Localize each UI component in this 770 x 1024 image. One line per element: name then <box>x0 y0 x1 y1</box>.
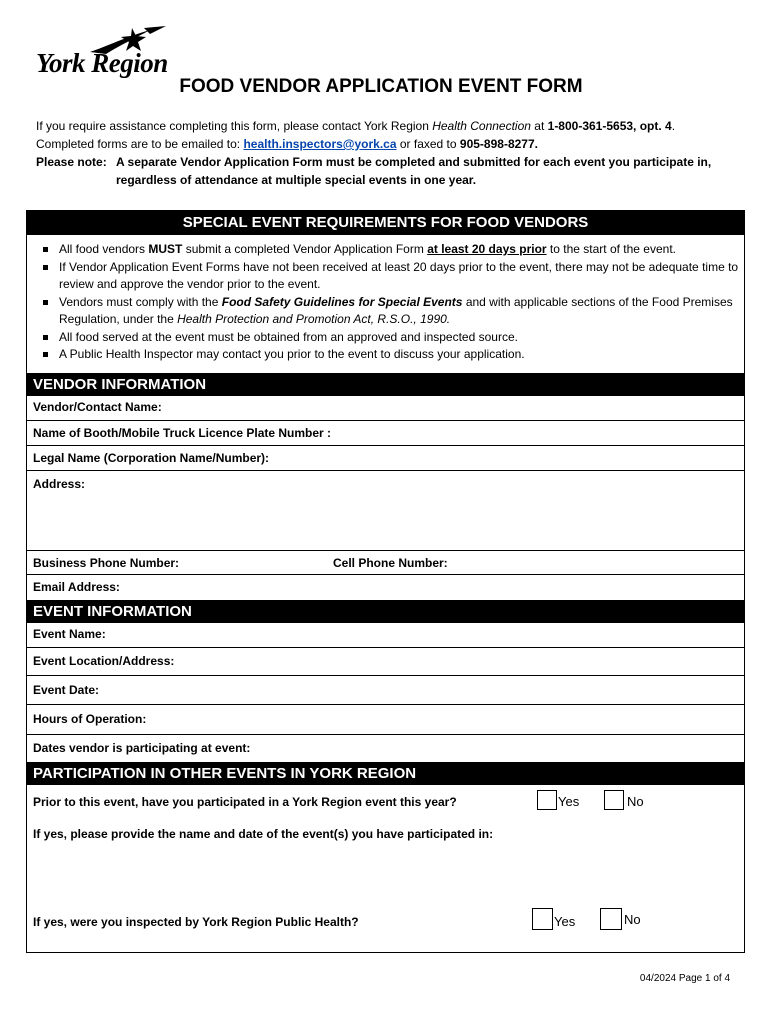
req-text: MUST <box>148 242 183 256</box>
phone-number: 1-800-361-5653, opt. 4 <box>547 119 672 133</box>
yes-label: Yes <box>554 914 576 929</box>
event-location-field[interactable] <box>27 648 744 676</box>
field-label: Event Name: <box>33 627 106 641</box>
requirements-header: SPECIAL EVENT REQUIREMENTS FOR FOOD VENDORS <box>27 211 744 235</box>
inspected-question: If yes, were you inspected by York Region Public Health? <box>33 915 359 929</box>
phone-row[interactable] <box>27 551 744 575</box>
req-text: All food vendors <box>59 242 149 256</box>
field-label: Email Address: <box>33 580 120 594</box>
req-text: at least 20 days prior <box>427 242 547 256</box>
application-form <box>26 210 745 953</box>
booth-name-field[interactable] <box>27 421 744 446</box>
field-label: Cell Phone Number: <box>333 556 448 570</box>
no-label: No <box>624 912 641 927</box>
note-text: A separate Vendor Application Form must be completed and submitted for each event you participate in, regardless of attendance at multiple special events in one year. <box>116 155 712 187</box>
page-title: FOOD VENDOR APPLICATION EVENT FORM <box>179 76 583 97</box>
field-label: Event Location/Address: <box>33 654 175 668</box>
field-label: Event Date: <box>33 683 100 697</box>
event-date-field[interactable] <box>27 676 744 705</box>
field-label: Dates vendor is participating at event: <box>33 741 251 755</box>
intro-line-2 <box>36 135 736 153</box>
field-label: Name of Booth/Mobile Truck Licence Plate Number : <box>33 426 332 440</box>
field-label: Legal Name (Corporation Name/Number): <box>33 451 270 465</box>
list-item: A Public Health Inspector may contact you prior to the event to discuss your application. <box>59 346 744 364</box>
inspected-yes-checkbox[interactable] <box>532 908 553 930</box>
fax-number: 905-898-8277. <box>459 137 538 151</box>
intro-text: . <box>671 119 676 133</box>
health-connection-text: Health Connection <box>432 119 531 133</box>
vendor-header: VENDOR INFORMATION <box>27 373 744 396</box>
york-region-logo <box>36 26 181 82</box>
participated-yes-checkbox[interactable] <box>537 790 557 810</box>
intro-text: at <box>530 119 548 133</box>
field-label: Vendor/Contact Name: <box>33 400 162 414</box>
req-text: to the start of the event. <box>546 242 676 256</box>
event-header: EVENT INFORMATION <box>27 600 744 623</box>
field-label: Address: <box>33 477 86 491</box>
participation-question: Prior to this event, have you participated in a York Region event this year? <box>33 795 457 809</box>
logo-text: York Region <box>36 48 168 78</box>
page-footer: 04/2024 Page 1 of 4 <box>639 973 730 984</box>
list-item <box>59 294 744 329</box>
field-label: Business Phone Number: <box>33 556 180 570</box>
note-label: Please note: <box>36 155 107 169</box>
no-label: No <box>627 794 644 809</box>
vendor-contact-name-field[interactable] <box>27 396 744 421</box>
list-item: All food served at the event must be obtained from an approved and inspected source. <box>59 329 744 347</box>
req-text: Vendors must comply with the <box>59 294 222 309</box>
yes-label: Yes <box>558 794 580 809</box>
hours-field[interactable] <box>27 705 744 735</box>
intro-section <box>36 117 736 189</box>
email-field[interactable] <box>27 575 744 600</box>
address-field[interactable] <box>27 471 744 551</box>
intro-line-1 <box>36 117 736 135</box>
events-details-question: If yes, please provide the name and date of the event(s) you have participated in: <box>33 827 494 841</box>
intro-text: Completed forms are to be emailed to: <box>36 137 244 151</box>
participated-no-checkbox[interactable] <box>604 790 624 810</box>
list-item: If Vendor Application Event Forms have not been received at least 20 days prior to the event, there may not be adequate time to review and approve the vendor prior to the event. <box>59 259 744 294</box>
field-label: Hours of Operation: <box>33 712 147 726</box>
intro-text: or faxed to <box>396 137 460 151</box>
requirements-list <box>27 241 744 364</box>
email-link[interactable]: health.inspectors@york.ca <box>243 137 397 151</box>
guidelines-title: Food Safety Guidelines for Special Events <box>221 294 463 309</box>
intro-text: If you require assistance completing this form, please contact York Region <box>36 119 433 133</box>
note-row <box>36 153 736 189</box>
participation-header: PARTICIPATION IN OTHER EVENTS IN YORK REGION <box>27 762 744 785</box>
act-title: Health Protection and Promotion Act, R.S.O., 1990. <box>177 312 451 326</box>
inspected-no-checkbox[interactable] <box>600 908 622 930</box>
dates-participating-field[interactable] <box>27 735 744 762</box>
event-name-field[interactable] <box>27 623 744 648</box>
list-item <box>59 241 744 259</box>
legal-name-field[interactable] <box>27 446 744 471</box>
req-text: and with applicable sections of the Food Premises Regulation, under the <box>59 294 733 326</box>
req-text: submit a completed Vendor Application Form <box>182 242 428 256</box>
